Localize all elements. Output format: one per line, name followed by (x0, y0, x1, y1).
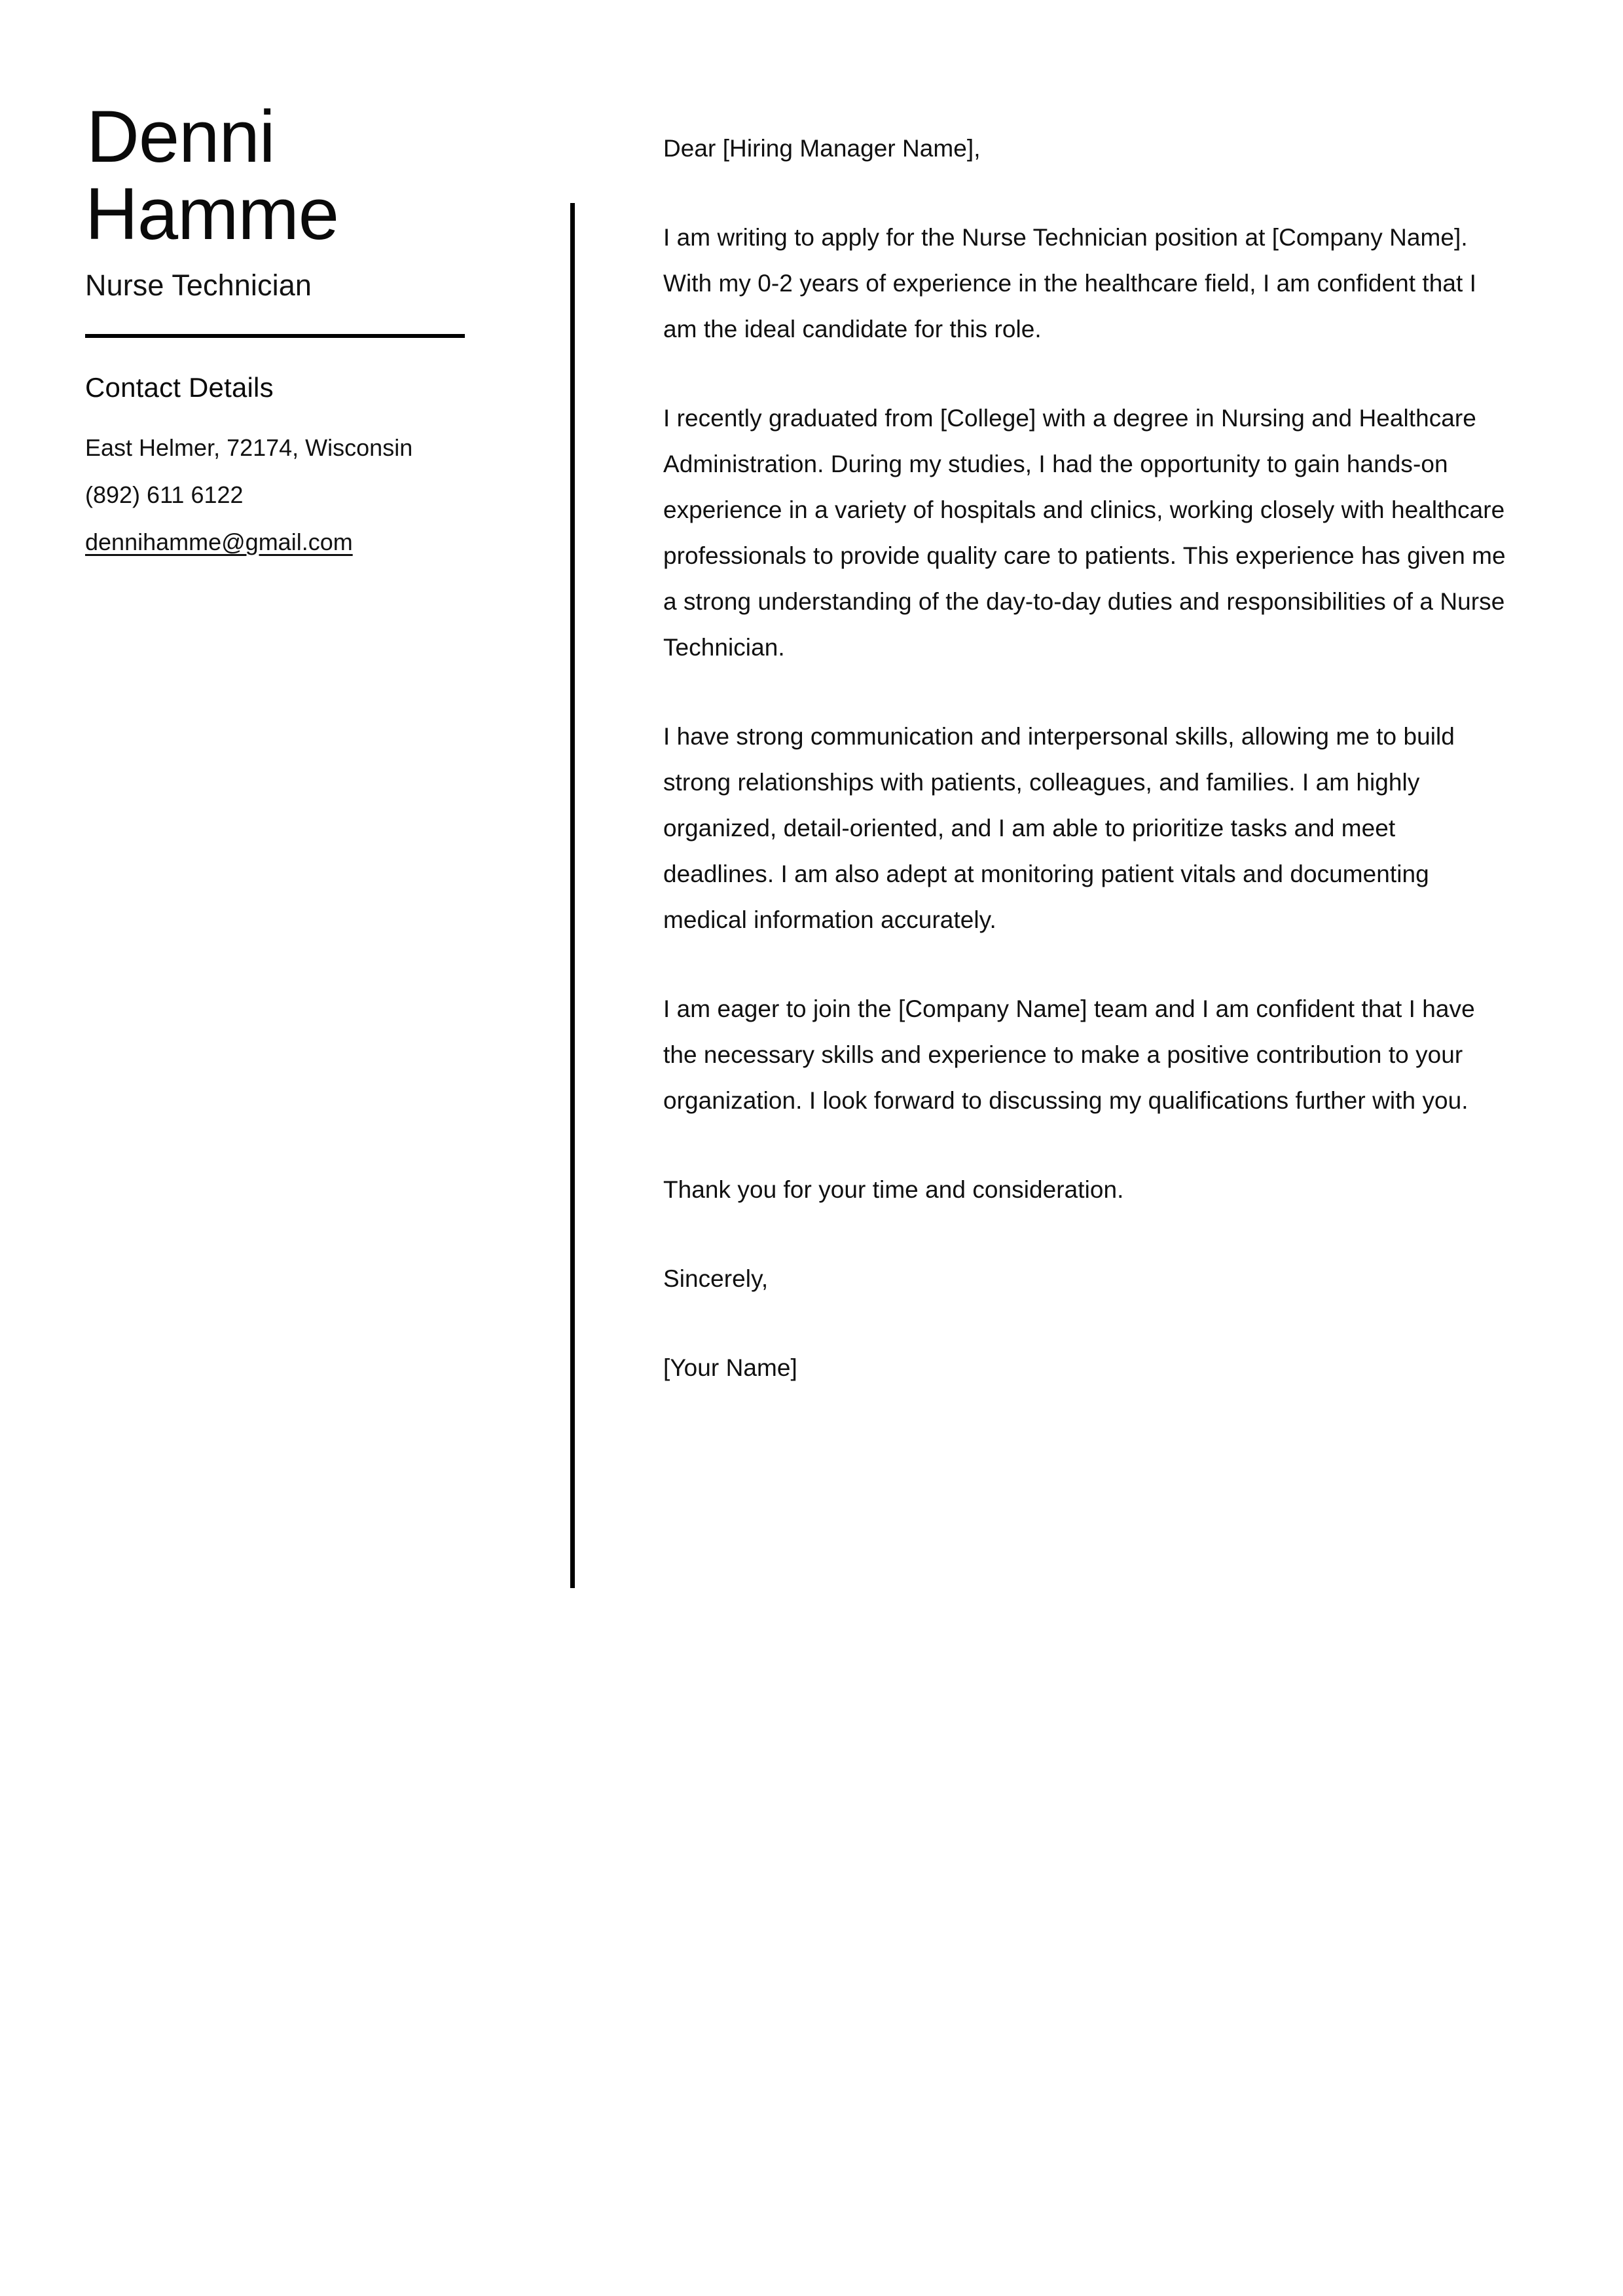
candidate-first-name: Denni (86, 96, 275, 177)
letter-body (663, 126, 1508, 1391)
letter-paragraph-4: I am eager to join the [Company Name] team and I am confident that I have the necessary skills and experience to make a positive contribution to your organization. I look forward to discussing my qualifications further with you. (663, 995, 1475, 1114)
contact-phone[interactable]: (892) 611 6122 (85, 481, 244, 508)
candidate-name (85, 98, 478, 253)
contact-address: East Helmer, 72174, Wisconsin (85, 434, 413, 461)
letter-paragraph-3: I have strong communication and interpersonal skills, allowing me to build strong relationships with patients, colleagues, and families. I am highly organized, detail-oriented, and I am able to prioritize tasks and meet deadlines. I am also adept at monitoring patient vitals and documenting medical information accurately. (663, 723, 1455, 933)
letter-signature: [Your Name] (663, 1354, 797, 1381)
sidebar-divider-rule (85, 334, 465, 338)
letter-closing: Sincerely, (663, 1265, 769, 1292)
vertical-divider (570, 203, 575, 1588)
letter-salutation: Dear [Hiring Manager Name], (663, 135, 981, 162)
contact-details-heading: Contact Details (85, 372, 274, 403)
contact-email[interactable]: dennihamme@gmail.com (85, 528, 353, 555)
sidebar (85, 98, 478, 569)
letter-paragraph-1: I am writing to apply for the Nurse Technician position at [Company Name]. With my 0-2 years of experience in the healthcare field, I am confident that I am the ideal candidate for this role. (663, 224, 1476, 343)
letter-thanks: Thank you for your time and consideration. (663, 1176, 1124, 1203)
letter-paragraph-2: I recently graduated from [College] with a degree in Nursing and Healthcare Administration. During my studies, I had the opportunity to gain hands-on experience in a variety of hospitals and clinics, working closely with healthcare professionals to provide quality care to patients. This experience has given me a strong understanding of the day-to-day duties and responsibilities of a Nurse Technician. (663, 405, 1506, 661)
candidate-last-name: Hamme (85, 173, 339, 255)
candidate-job-title: Nurse Technician (85, 268, 312, 302)
contact-details-list (85, 428, 478, 563)
